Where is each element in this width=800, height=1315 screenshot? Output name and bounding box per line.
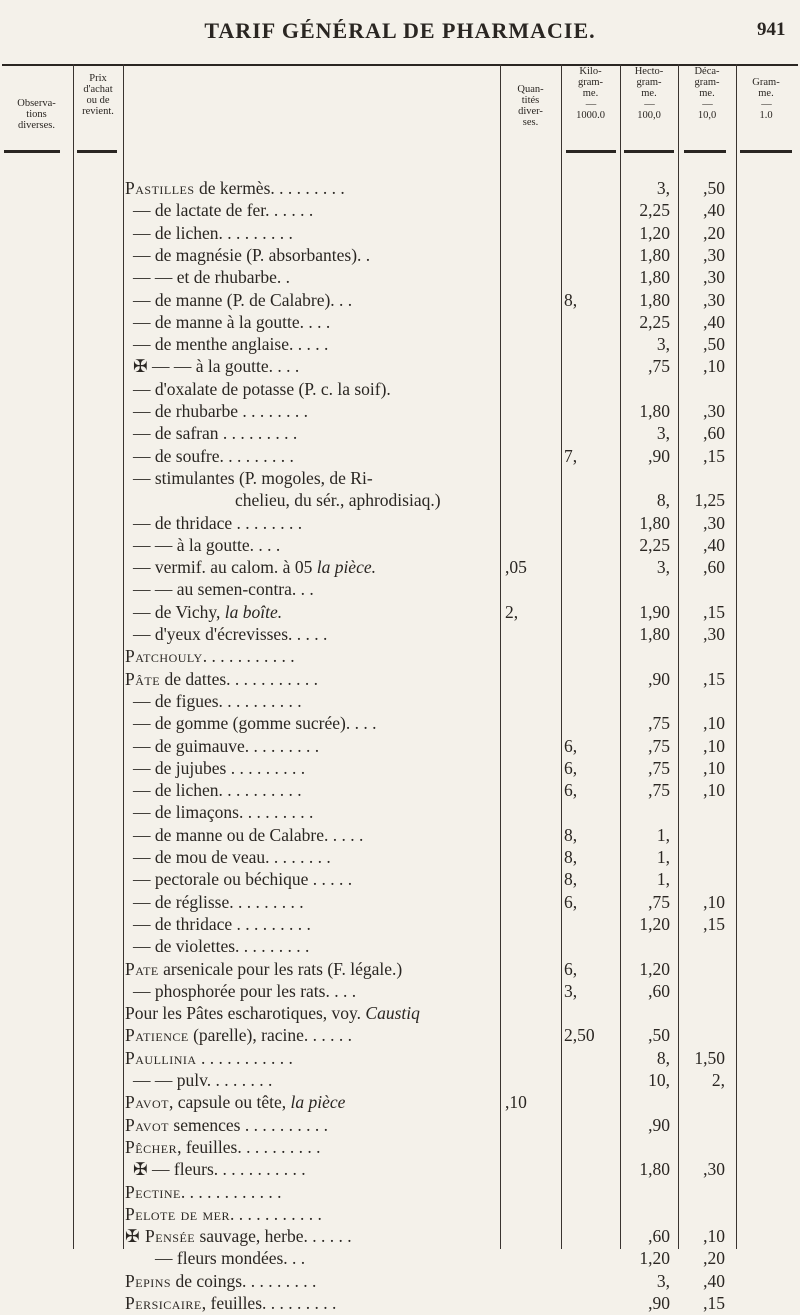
entry-heading: Pêcher	[125, 1136, 178, 1157]
table-row	[125, 1270, 797, 1293]
row-description	[125, 355, 508, 378]
unit-note: Caustiq	[365, 1003, 420, 1024]
hectogramme-price: ,75	[648, 891, 670, 912]
hectogramme-price: 3,	[656, 1270, 670, 1291]
decagramme-price: ,15	[703, 445, 725, 466]
table-row	[125, 244, 797, 267]
entry-text: — phosphorée pour les rats. . . .	[133, 980, 357, 1001]
decagramme-price: ,10	[703, 757, 725, 778]
hectogramme-price: 1,80	[639, 624, 670, 644]
hectogramme-price: 1,90	[639, 601, 670, 622]
hectogramme-price: 8,	[656, 490, 670, 511]
table-row	[125, 199, 797, 222]
table-row	[125, 735, 797, 758]
quantity-value: 2,	[505, 601, 519, 622]
row-description	[125, 1091, 500, 1114]
decagramme-price: ,10	[703, 356, 725, 377]
table-row	[125, 1002, 797, 1025]
header-underbar	[4, 150, 60, 153]
header-prix: Prix d'achat ou de revient.	[82, 73, 114, 117]
decagramme-price: ,60	[703, 557, 725, 578]
table-row	[125, 623, 797, 646]
decagramme-price: ,15	[703, 913, 725, 934]
table-row	[125, 1225, 797, 1248]
entry-text: . . . . . . . . . . . .	[180, 1181, 282, 1202]
decagramme-price: 2,	[711, 1070, 725, 1090]
entry-text: Pour les Pâtes escharotiques, voy.	[125, 1003, 366, 1024]
entry-text: — de figues. . . . . . . . . .	[133, 690, 302, 711]
row-description	[125, 445, 508, 468]
unit-note: la pièce	[290, 1092, 346, 1113]
row-description	[125, 400, 508, 423]
hectogramme-price: ,75	[648, 356, 670, 377]
row-description	[125, 333, 508, 356]
hectogramme-price: 1,80	[639, 289, 670, 310]
kilogramme-price: 2,50	[564, 1025, 595, 1046]
decagramme-price: ,60	[703, 423, 725, 444]
table-row	[125, 400, 797, 423]
table-row	[125, 333, 797, 356]
entry-text: — de Vichy,	[133, 601, 225, 622]
table-row	[125, 489, 797, 512]
table-row	[125, 355, 797, 378]
entry-heading: Pelote de mer	[125, 1203, 230, 1224]
decagramme-price: ,50	[703, 178, 725, 198]
hectogramme-price: ,75	[648, 735, 670, 756]
row-description	[125, 467, 508, 490]
hectogramme-price: 2,25	[639, 534, 670, 555]
entry-heading: Pavot	[125, 1114, 170, 1135]
decagramme-price: ,20	[703, 222, 725, 243]
header-decagramme: Déca- gram- me. — 10,0	[694, 66, 720, 121]
row-description	[125, 489, 610, 512]
entry-text: — de guimauve. . . . . . . . .	[133, 735, 320, 756]
table-row	[125, 222, 797, 245]
header-underbar	[624, 150, 674, 153]
hectogramme-price: ,60	[648, 1226, 670, 1247]
table-row	[125, 556, 797, 579]
decagramme-price: ,15	[703, 668, 725, 689]
hectogramme-price: 1,20	[639, 222, 670, 243]
hectogramme-price: 1,	[656, 869, 670, 890]
hectogramme-price: 3,	[656, 557, 670, 578]
hectogramme-price: 1,80	[639, 401, 670, 421]
entry-text: — — à la goutte. . . .	[133, 534, 281, 555]
entry-text: — de menthe anglaise. . . . .	[133, 334, 329, 355]
entry-heading: Paullinia	[125, 1047, 197, 1068]
entry-text: semences . . . . . . . . . .	[169, 1114, 328, 1135]
entry-text: — de limaçons. . . . . . . . .	[133, 802, 314, 823]
table-row	[125, 980, 797, 1003]
entry-text: ✠ — — à la goutte. . . .	[133, 356, 300, 377]
kilogramme-price: 8,	[564, 847, 578, 867]
row-description	[125, 177, 500, 200]
row-description	[125, 422, 508, 445]
row-description	[125, 1247, 530, 1270]
entry-text: de kermès. . . . . . . . .	[194, 178, 345, 198]
entry-text: — de soufre. . . . . . . . .	[133, 445, 294, 466]
row-description	[125, 512, 508, 535]
table-row	[125, 422, 797, 445]
entry-text: — de thridace . . . . . . . .	[133, 512, 303, 533]
entry-heading: Pavot	[125, 1092, 170, 1113]
quantity-value: ,10	[505, 1092, 527, 1113]
table-row	[125, 1114, 797, 1137]
entry-text: — de safran . . . . . . . . .	[133, 423, 298, 444]
header-underbar	[740, 150, 792, 153]
hectogramme-price: 2,25	[639, 311, 670, 332]
hectogramme-price: ,90	[648, 1114, 670, 1135]
table-row	[125, 311, 797, 334]
table-row	[125, 578, 797, 601]
entry-text: — de thridace . . . . . . . . .	[133, 913, 311, 934]
entry-text: , feuilles. . . . . . . . .	[201, 1293, 337, 1313]
decagramme-price: ,30	[703, 512, 725, 533]
entry-text: sauvage, herbe. . . . . .	[195, 1226, 352, 1247]
header-hectogramme: Hecto- gram- me. — 100,0	[634, 66, 664, 121]
hectogramme-price: ,75	[648, 757, 670, 778]
entry-text: — de violettes. . . . . . . . .	[133, 936, 310, 957]
entry-text: — de lactate de fer. . . . . .	[133, 200, 314, 221]
row-description	[125, 578, 508, 601]
entry-text: — de manne (P. de Calabre). . .	[133, 289, 353, 310]
header-kilogramme: Kilo- gram- me. — 1000.0	[576, 66, 605, 121]
entry-text: — de rhubarbe . . . . . . . .	[133, 401, 308, 421]
decagramme-price: ,40	[703, 1270, 725, 1291]
table-row	[125, 958, 797, 981]
table-row	[125, 601, 797, 624]
row-description	[125, 1270, 500, 1293]
table-row	[125, 891, 797, 914]
kilogramme-price: 8,	[564, 869, 578, 890]
kilogramme-price: 6,	[564, 735, 578, 756]
entry-text: — de mou de veau. . . . . . . .	[133, 847, 331, 867]
decagramme-price: ,40	[703, 311, 725, 332]
entry-text: — — au semen-contra. . .	[133, 579, 314, 600]
entry-text: — de réglisse. . . . . . . . .	[133, 891, 304, 912]
row-description	[125, 199, 508, 222]
hectogramme-price: 10,	[648, 1070, 670, 1090]
decagramme-price: ,10	[703, 780, 725, 801]
entry-text: . . . . . . . . . . .	[196, 1047, 293, 1068]
decagramme-price: ,30	[703, 244, 725, 265]
hectogramme-price: 2,25	[639, 200, 670, 221]
entry-text: chelieu, du sér., aphrodisiaq.)	[235, 490, 441, 511]
entry-text: (parelle), racine. . . . . .	[188, 1025, 352, 1046]
entry-text: — de manne à la goutte. . . .	[133, 311, 331, 332]
decagramme-price: ,40	[703, 534, 725, 555]
entry-text: — d'yeux d'écrevisses. . . . .	[133, 624, 328, 644]
entry-heading: Pectine	[125, 1181, 181, 1202]
hectogramme-price: 3,	[656, 178, 670, 198]
hectogramme-price: 1,80	[639, 512, 670, 533]
row-description	[125, 289, 508, 312]
decagramme-price: ,15	[703, 601, 725, 622]
entry-heading: Pastilles	[125, 178, 195, 198]
kilogramme-price: 8,	[564, 824, 578, 845]
row-description	[125, 244, 508, 267]
hectogramme-price: ,75	[648, 713, 670, 734]
row-description	[125, 1114, 500, 1137]
table-row	[125, 266, 797, 289]
hectogramme-price: 1,	[656, 847, 670, 867]
unit-note: la boîte.	[224, 601, 283, 622]
table-row	[125, 1292, 797, 1315]
hectogramme-price: ,90	[648, 668, 670, 689]
row-description	[125, 1047, 500, 1070]
entry-text: de dattes. . . . . . . . . . .	[160, 668, 319, 689]
header-underbar	[566, 150, 616, 153]
header-underbar	[77, 150, 117, 153]
table-row	[125, 1091, 797, 1114]
kilogramme-price: 7,	[564, 445, 578, 466]
hectogramme-price: 1,80	[639, 1159, 670, 1180]
entry-text: — pectorale ou béchique . . . . .	[133, 869, 353, 890]
hectogramme-price: 8,	[656, 1047, 670, 1068]
table-row	[125, 846, 797, 869]
hectogramme-price: 1,20	[639, 913, 670, 934]
row-description	[125, 222, 508, 245]
row-description	[125, 556, 508, 579]
entry-heading: Pepins	[125, 1270, 172, 1291]
decagramme-price: ,30	[703, 267, 725, 288]
decagramme-price: ,40	[703, 200, 725, 221]
row-description	[125, 378, 508, 401]
table-row	[125, 712, 797, 735]
entry-text: de coings. . . . . . . . .	[171, 1270, 317, 1291]
row-description	[125, 868, 508, 891]
table-row	[125, 512, 797, 535]
header-observations: Observa- tions diverses.	[17, 98, 56, 131]
row-description	[125, 1136, 500, 1159]
entry-text: ✠ — fleurs. . . . . . . . . . .	[133, 1159, 306, 1180]
hectogramme-price: 1,80	[639, 244, 670, 265]
entry-text: , capsule ou tête,	[169, 1092, 291, 1113]
row-description	[125, 645, 500, 668]
row-description	[125, 846, 508, 869]
entry-heading: Pâte	[125, 668, 161, 689]
decagramme-price: ,10	[703, 891, 725, 912]
header-underbar	[684, 150, 726, 153]
hectogramme-price: 1,80	[639, 267, 670, 288]
hectogramme-price: 1,20	[639, 1248, 670, 1269]
entry-text: — stimulantes (P. mogoles, de Ri-	[133, 467, 373, 488]
decagramme-price: ,10	[703, 1226, 725, 1247]
row-description	[125, 735, 508, 758]
hectogramme-price: 1,	[656, 824, 670, 845]
row-description	[125, 1225, 500, 1248]
entry-text: — de jujubes . . . . . . . . .	[133, 757, 306, 778]
table-row	[125, 467, 797, 490]
header-quantites: Quan- tités diver- ses.	[517, 84, 544, 128]
table-row	[125, 1047, 797, 1070]
row-description	[125, 779, 508, 802]
row-description	[125, 1181, 500, 1204]
decagramme-price: ,10	[703, 713, 725, 734]
row-description	[125, 712, 508, 735]
row-description	[125, 690, 508, 713]
decagramme-price: ,30	[703, 401, 725, 421]
table-row	[125, 534, 797, 557]
kilogramme-price: 8,	[564, 289, 578, 310]
entry-text: . . . . . . . . . . .	[229, 1203, 322, 1224]
decagramme-price: ,50	[703, 334, 725, 355]
row-description	[125, 801, 508, 824]
entry-heading: Patience	[125, 1025, 189, 1046]
row-description	[125, 913, 508, 936]
column-divider	[73, 64, 74, 1249]
column-divider	[123, 64, 124, 1249]
kilogramme-price: 6,	[564, 958, 578, 979]
hectogramme-price: ,90	[648, 445, 670, 466]
entry-text: — de manne ou de Calabre. . . . .	[133, 824, 364, 845]
entry-text: — de lichen. . . . . . . . .	[133, 222, 293, 243]
page-number: 941	[757, 19, 786, 40]
row-description	[125, 623, 508, 646]
hectogramme-price: 3,	[656, 423, 670, 444]
row-description	[125, 1002, 500, 1025]
row-description	[125, 935, 508, 958]
entry-heading: Patchouly	[125, 646, 203, 667]
row-description	[125, 601, 508, 624]
table-row	[125, 935, 797, 958]
table-row	[125, 824, 797, 847]
decagramme-price: ,30	[703, 1159, 725, 1180]
decagramme-price: ,30	[703, 624, 725, 644]
entry-text: — vermif. au calom. à 05	[133, 557, 317, 578]
row-description	[125, 980, 508, 1003]
entry-heading: Persicaire	[125, 1293, 202, 1313]
row-description	[125, 1069, 508, 1092]
table-row	[125, 1203, 797, 1226]
decagramme-price: 1,50	[694, 1047, 725, 1068]
entry-text: — d'oxalate de potasse (P. c. la soif).	[133, 378, 391, 399]
unit-note: la pièce.	[316, 557, 376, 578]
row-description	[125, 824, 508, 847]
table-row	[125, 645, 797, 668]
page-title: TARIF GÉNÉRAL DE PHARMACIE.	[204, 18, 596, 43]
table-row	[125, 1181, 797, 1204]
header-gramme: Gram- me. — 1.0	[752, 77, 780, 121]
decagramme-price: ,20	[703, 1248, 725, 1269]
entry-text: — de gomme (gomme sucrée). . . .	[133, 713, 377, 734]
entry-text: . . . . . . . . . . .	[202, 646, 295, 667]
entry-text: — fleurs mondées. . .	[155, 1248, 306, 1269]
table-row	[125, 1024, 797, 1047]
table-row	[125, 1069, 797, 1092]
decagramme-price: ,15	[703, 1293, 725, 1313]
table-row	[125, 1158, 797, 1181]
entry-text: arsenicale pour les rats (F. légale.)	[158, 958, 403, 979]
decagramme-price: ,10	[703, 735, 725, 756]
hectogramme-price: ,90	[648, 1293, 670, 1313]
row-description	[125, 958, 500, 981]
row-description	[125, 266, 508, 289]
entry-heading: ✠ Pensée	[125, 1226, 196, 1247]
table-row	[125, 779, 797, 802]
table-row	[125, 913, 797, 936]
table-row	[125, 445, 797, 468]
table-row	[125, 801, 797, 824]
row-description	[125, 1203, 500, 1226]
row-description	[125, 1024, 500, 1047]
row-description	[125, 1292, 500, 1315]
kilogramme-price: 6,	[564, 891, 578, 912]
quantity-value: ,05	[505, 557, 527, 578]
table-row	[125, 868, 797, 891]
entry-text: — de lichen. . . . . . . . . .	[133, 780, 302, 801]
table-row	[125, 378, 797, 401]
entry-text: , feuilles. . . . . . . . . .	[177, 1136, 321, 1157]
row-description	[125, 668, 500, 691]
decagramme-price: 1,25	[694, 490, 725, 511]
kilogramme-price: 6,	[564, 780, 578, 801]
row-description	[125, 311, 508, 334]
row-description	[125, 534, 508, 557]
row-description	[125, 757, 508, 780]
table-row	[125, 1136, 797, 1159]
row-description	[125, 891, 508, 914]
table-row	[125, 289, 797, 312]
kilogramme-price: 3,	[564, 980, 578, 1001]
entry-text: — — et de rhubarbe. .	[133, 267, 290, 288]
table-row	[125, 757, 797, 780]
table-row	[125, 177, 797, 200]
entry-text: — de magnésie (P. absorbantes). .	[133, 244, 371, 265]
decagramme-price: ,30	[703, 289, 725, 310]
table-row	[125, 1247, 797, 1270]
entry-heading: Pate	[125, 958, 159, 979]
hectogramme-price: ,50	[648, 1025, 670, 1046]
hectogramme-price: 1,20	[639, 958, 670, 979]
entry-text: — — pulv. . . . . . . .	[133, 1070, 273, 1090]
kilogramme-price: 6,	[564, 757, 578, 778]
hectogramme-price: ,60	[648, 980, 670, 1001]
hectogramme-price: ,75	[648, 780, 670, 801]
table-row	[125, 690, 797, 713]
row-description	[125, 1158, 508, 1181]
hectogramme-price: 3,	[656, 334, 670, 355]
table-row	[125, 668, 797, 691]
